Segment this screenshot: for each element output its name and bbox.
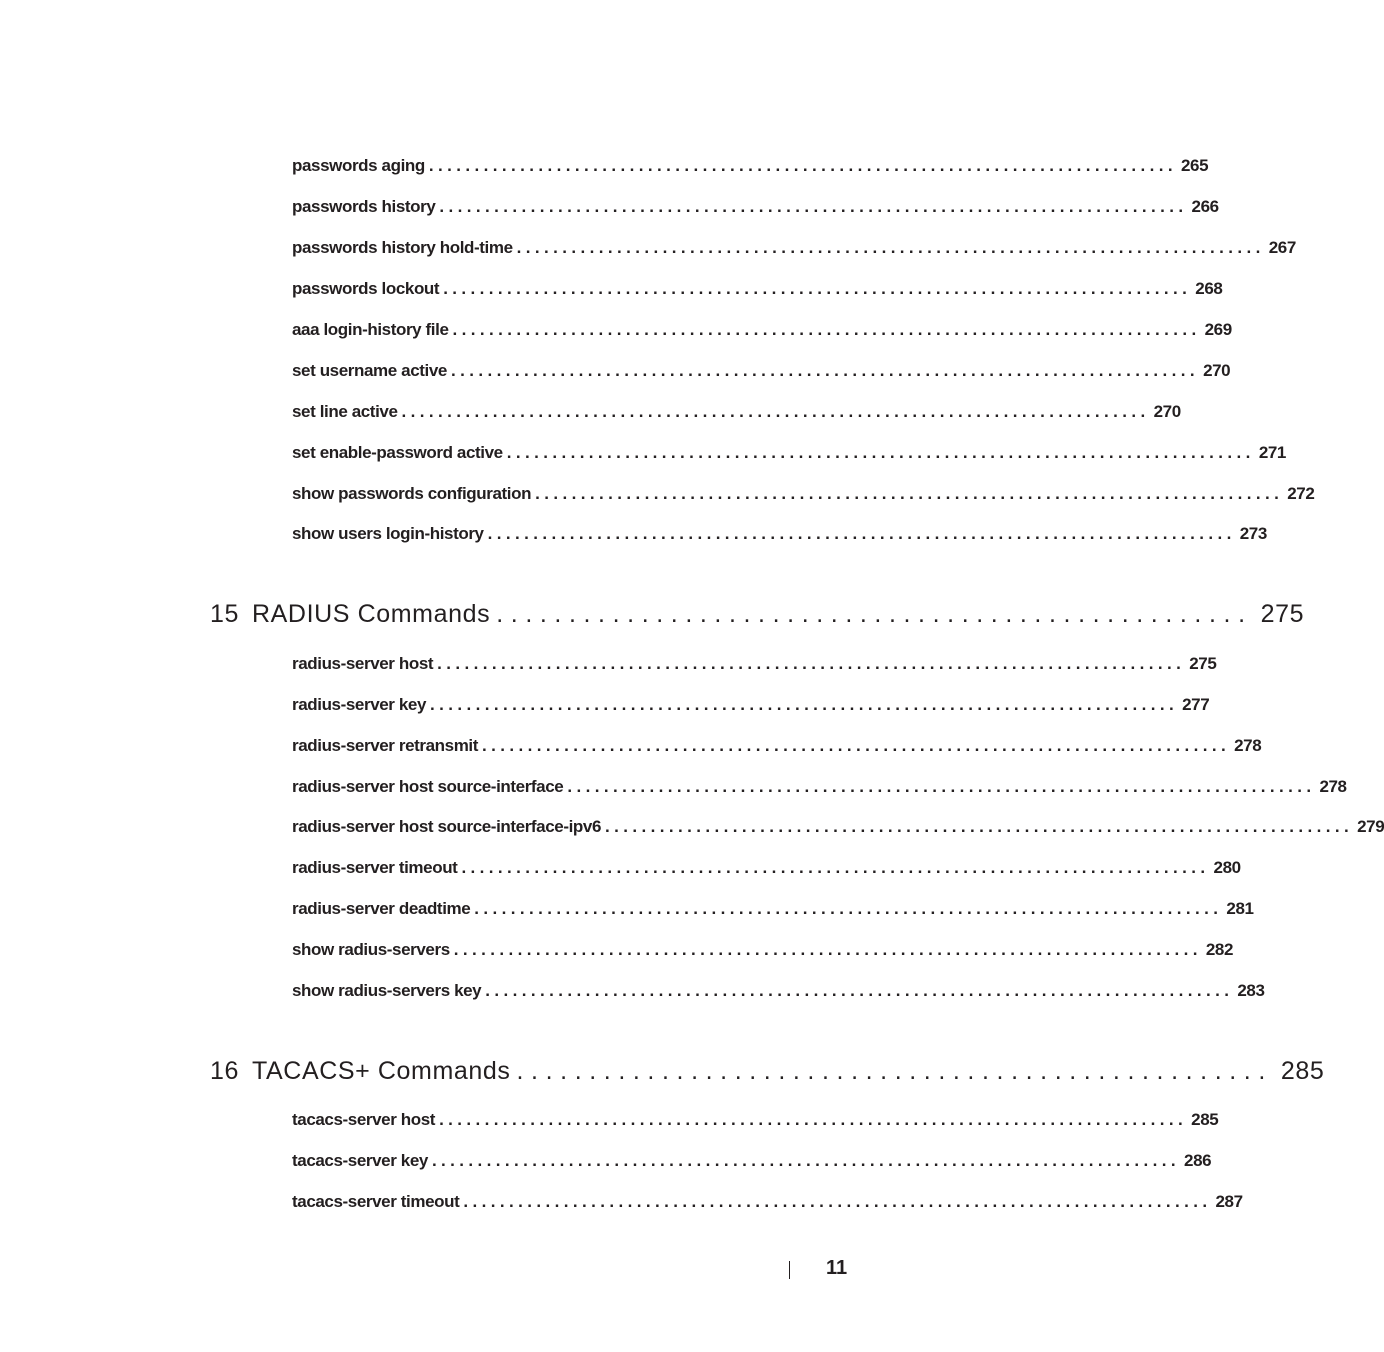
toc-entry-title: radius-server host source-interface-ipv6 <box>292 817 602 836</box>
toc-entry-page: 286 <box>1184 1151 1212 1170</box>
chapter-page: 285 <box>1280 1057 1325 1085</box>
toc-entry-page: 267 <box>1268 238 1296 257</box>
toc-entry[interactable] <box>292 815 1384 839</box>
dot-leader: .................................................................................. <box>428 156 1177 175</box>
toc-entry[interactable] <box>292 856 1241 880</box>
toc-entry-page: 275 <box>1189 654 1217 673</box>
dot-leader: .................................................................................. <box>516 238 1265 257</box>
toc-entry[interactable] <box>292 1108 1219 1132</box>
dot-leader: .................................................................................. <box>535 484 1284 503</box>
dot-leader: .................................................................................. <box>487 524 1236 543</box>
toc-entry-title: show users login-history <box>292 524 484 543</box>
toc-entry[interactable] <box>292 979 1265 1003</box>
toc-entry-title: radius-server deadtime <box>292 899 471 918</box>
toc-entry[interactable] <box>292 236 1296 260</box>
toc-entry-title: passwords history hold-time <box>292 238 513 257</box>
toc-entry-title: radius-server key <box>292 695 427 714</box>
dot-leader: .................................................................................. <box>439 1110 1188 1129</box>
toc-entry-title: passwords lockout <box>292 279 440 298</box>
dot-leader: .................................................................................. <box>474 899 1223 918</box>
toc-entry-title: set username active <box>292 361 447 380</box>
page-number: 11 <box>826 1257 848 1279</box>
toc-entry[interactable] <box>292 1149 1212 1173</box>
toc-entry[interactable] <box>292 1190 1243 1214</box>
toc-entry-page: 269 <box>1204 320 1232 339</box>
toc-entry[interactable] <box>292 734 1262 758</box>
dot-leader: .................................................... <box>516 1057 1273 1085</box>
toc-entry-title: radius-server host <box>292 654 434 673</box>
toc-entry[interactable] <box>292 195 1219 219</box>
toc-entry-title: tacacs-server key <box>292 1151 428 1170</box>
toc-entry-page: 273 <box>1239 524 1267 543</box>
toc-entry-page: 287 <box>1215 1192 1243 1211</box>
toc-entry-page: 279 <box>1357 817 1384 836</box>
toc-entry-page: 277 <box>1182 695 1210 714</box>
dot-leader: .................................................................................. <box>506 443 1255 462</box>
toc-entry-title: tacacs-server timeout <box>292 1192 460 1211</box>
dot-leader: .................................................................................. <box>605 817 1354 836</box>
toc-entry-title: set line active <box>292 402 398 421</box>
toc-entry-page: 266 <box>1191 197 1219 216</box>
dot-leader: .................................................................................. <box>567 777 1316 796</box>
toc-entry-title: passwords aging <box>292 156 425 175</box>
toc-entry-title: radius-server timeout <box>292 858 458 877</box>
toc-entry[interactable] <box>292 482 1315 506</box>
toc-entry[interactable] <box>292 897 1254 921</box>
toc-entry[interactable] <box>292 522 1267 546</box>
toc-entry[interactable] <box>292 775 1347 799</box>
toc-entry-title: passwords history <box>292 197 436 216</box>
chapter-title: RADIUS Commands <box>252 600 491 628</box>
chapter-heading-tacacs[interactable] <box>210 1054 1325 1088</box>
dot-leader: .................................................................................. <box>443 279 1192 298</box>
toc-entry-title: radius-server host source-interface <box>292 777 564 796</box>
toc-entry[interactable] <box>292 938 1234 962</box>
dot-leader: .................................................................................. <box>437 654 1186 673</box>
toc-entry-page: 280 <box>1213 858 1241 877</box>
toc-entry-title: radius-server retransmit <box>292 736 478 755</box>
dot-leader: .................................................................................. <box>463 1192 1212 1211</box>
dot-leader: .................................................................................. <box>450 361 1200 380</box>
toc-entry[interactable] <box>292 318 1232 342</box>
toc-entry-page: 270 <box>1203 361 1231 380</box>
toc-entry[interactable] <box>292 652 1217 676</box>
dot-leader: .................................................................................. <box>482 736 1231 755</box>
dot-leader: .................................................................................. <box>461 858 1210 877</box>
toc-entry[interactable] <box>292 693 1210 717</box>
toc-entry-page: 278 <box>1319 777 1347 796</box>
toc-entry-page: 271 <box>1258 443 1286 462</box>
toc-entry-title: show passwords configuration <box>292 484 532 503</box>
toc-entry-title: show radius-servers <box>292 940 450 959</box>
toc-entry[interactable] <box>292 400 1181 424</box>
toc-entry-page: 281 <box>1226 899 1254 918</box>
toc-entry-title: show radius-servers key <box>292 981 482 1000</box>
toc-entry-page: 270 <box>1153 402 1181 421</box>
toc-entry-page: 265 <box>1180 156 1209 175</box>
toc-entry[interactable] <box>292 359 1231 383</box>
dot-leader: .................................................................................. <box>439 197 1188 216</box>
toc-entry-page: 282 <box>1205 940 1234 959</box>
toc-entry-page: 285 <box>1191 1110 1219 1129</box>
chapter-title: TACACS+ Commands <box>252 1057 511 1085</box>
toc-entry-title: set enable-password active <box>292 443 503 462</box>
toc-entry-title: tacacs-server host <box>292 1110 436 1129</box>
toc-entry[interactable] <box>292 154 1209 178</box>
dot-leader: .................................................................................. <box>453 940 1202 959</box>
toc-entry-page: 272 <box>1287 484 1315 503</box>
chapter-number: 16 <box>210 1057 240 1085</box>
dot-leader: .................................................................................. <box>431 1151 1181 1170</box>
toc-entry-page: 278 <box>1234 736 1262 755</box>
toc-entry-page: 283 <box>1237 981 1265 1000</box>
footer-divider <box>789 1261 790 1279</box>
chapter-number: 15 <box>210 600 240 628</box>
toc-entry[interactable] <box>292 277 1223 301</box>
chapter-page: 275 <box>1260 600 1305 628</box>
toc-entry-page: 268 <box>1195 279 1223 298</box>
dot-leader: .................................................................................. <box>485 981 1234 1000</box>
dot-leader: .................................................... <box>496 600 1253 628</box>
toc-entry-title: aaa login-history file <box>292 320 449 339</box>
toc-entry[interactable] <box>292 441 1286 465</box>
dot-leader: .................................................................................. <box>430 695 1179 714</box>
dot-leader: .................................................................................. <box>401 402 1150 421</box>
chapter-heading-radius[interactable] <box>210 597 1305 631</box>
dot-leader: .................................................................................. <box>452 320 1201 339</box>
